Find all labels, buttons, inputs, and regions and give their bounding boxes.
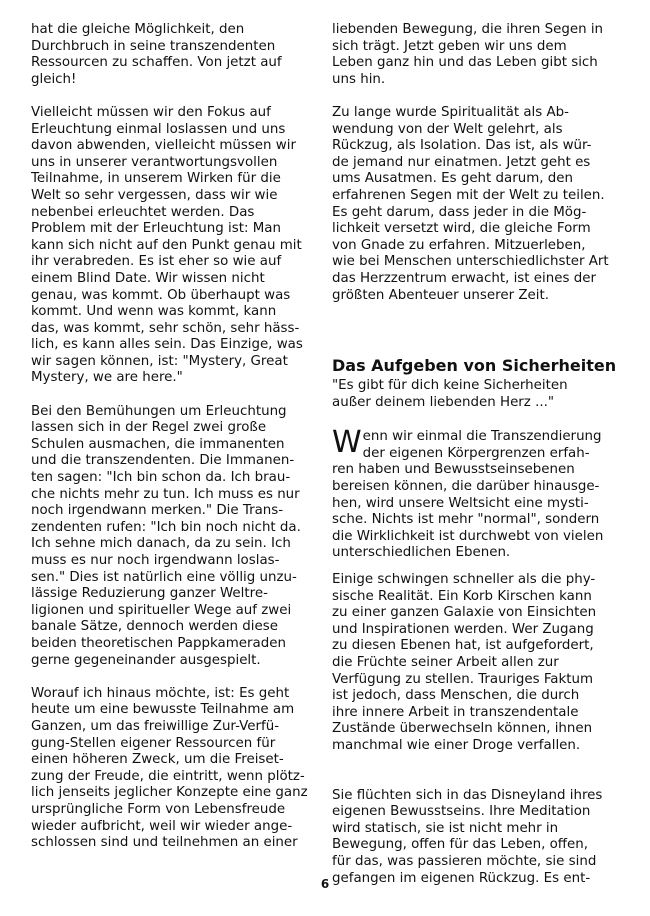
paragraph: [332, 425, 622, 562]
paragraph: Worauf ich hinaus möchte, ist: Es geht heute um eine bewusste Teilnahme am Ganzen, um das freiwillige Zur-Verfü- gung-Stellen eigener Ressourcen für einen höheren Zweck, um die Freiset- zung der Freude, die eintritt, wenn plötz- lich jenseits jeglicher Konzepte eine ganz ursprüngliche Form von Lebensfreude wieder aufbricht, weil wir wieder ange- schlossen sind und teilnehmen an einer: [31, 685, 308, 851]
paragraph: Sie flüchten sich in das Disneyland ihres eigenen Bewusstseins. Ihre Meditation wird statisch, sie ist nicht mehr in Bewegung, offen für das Leben, offen, für das, was passieren möchte, sie sind gefangen im eigenen Rückzug. Es ent-: [332, 787, 603, 886]
paragraph-text: enn wir einmal die Transzendierung der eigenen Körpergrenzen erfah- ren haben und Bewusstseinsebenen bereisen können, die darüber hinausge- hen, wird unsere Weltsicht eine mysti- sche. Nichts ist mehr "normal", sondern die Wirklichkeit ist durchwebt von vielen unterschiedlichen Ebenen.: [332, 429, 604, 561]
left-column: [31, 22, 317, 868]
paragraph: liebenden Bewegung, die ihren Segen in sich trägt. Jetzt geben wir uns dem Leben ganz hin und das Leben gibt sich uns hin.: [332, 22, 604, 87]
right-column: [332, 22, 622, 904]
paragraph: Einige schwingen schneller als die phy- sische Realität. Ein Korb Kirschen kann zu einer ganzen Galaxie von Einsichten und Inspirationen werden. Wer Zugang zu diesen Ebenen hat, ist aufgefordert, die Früchte seiner Arbeit allen zur Verfügung zu stellen. Trauriges Faktum ist jedoch, dass Menschen, die durch ihre innere Arbeit in transzendentale Zustände überwechseln können, ihnen manchmal wie einer Droge verfallen.: [332, 572, 597, 753]
section-heading: Das Aufgeben von Sicherheiten: [332, 356, 617, 376]
paragraph: hat die gleiche Möglichkeit, den Durchbruch in seine transzendenten Ressourcen zu schaffen. Von jetzt auf gleich!: [31, 22, 282, 87]
page-number: 6: [320, 877, 330, 891]
paragraph: Zu lange wurde Spiritualität als Ab- wendung von der Welt gelehrt, als Rückzug, als Isolation. Das ist, als wür- de jemand nur einatmen. Jetzt geht es ums Ausatmen. Es geht darum, den erfahrenen Segen mit der Welt zu teilen. Es geht darum, dass jeder in die Mög- lichkeit versetzt wird, die gleiche Form von Gnade zu erfahren. Mitzuerleben, wie bei Menschen unterschiedlichster Art das Herzzentrum erwacht, ist eines der größten Abenteuer unserer Zeit.: [332, 104, 609, 303]
paragraph: Bei den Bemühungen um Erleuchtung lassen sich in der Regel zwei große Schulen ausmachen, die immanenten und die transzendenten. Die Immanen- ten sagen: "Ich bin schon da. Ich brau- che nichts mehr zu tun. Ich muss es nur noch irgendwann merken." Die Trans- zendenten rufen: "Ich bin noch nicht da. Ich sehne mich danach, da zu sein. Ich muss es nur noch irgendwann loslas- sen." Dies ist natürlich eine völlig unzu- lässige Reduzierung ganzer Weltre- ligionen und spiritueller Wege auf zwei banale Sätze, dennoch werden diese beiden theoretischen Pappkameraden gerne gegeneinander ausgespielt.: [31, 403, 301, 668]
paragraph: Vielleicht müssen wir den Fokus auf Erleuchtung einmal loslassen und uns davon abwenden, vielleicht müssen wir uns in unserer verantwortungsvollen Teilnahme, in unserem Wirken für die Welt so sehr vergessen, dass wir wie nebenbei erleuchtet werden. Das Problem mit der Erleuchtung ist: Man kann sich nicht auf den Punkt genau mit ihr verabreden. Es ist eher so wie auf einem Blind Date. Wir wissen nicht genau, was kommt. Ob überhaupt was kommt. Und wenn was kommt, kann das, was kommt, sehr schön, sehr häss- lich, es kann alles sein. Das Einzige, was wir sagen können, ist: "Mystery, Great Mystery, we are here.": [31, 104, 303, 386]
drop-cap: W: [332, 425, 362, 461]
epigraph-quote: "Es gibt für dich keine Sicherheiten außer deinem liebenden Herz ...": [332, 378, 568, 410]
